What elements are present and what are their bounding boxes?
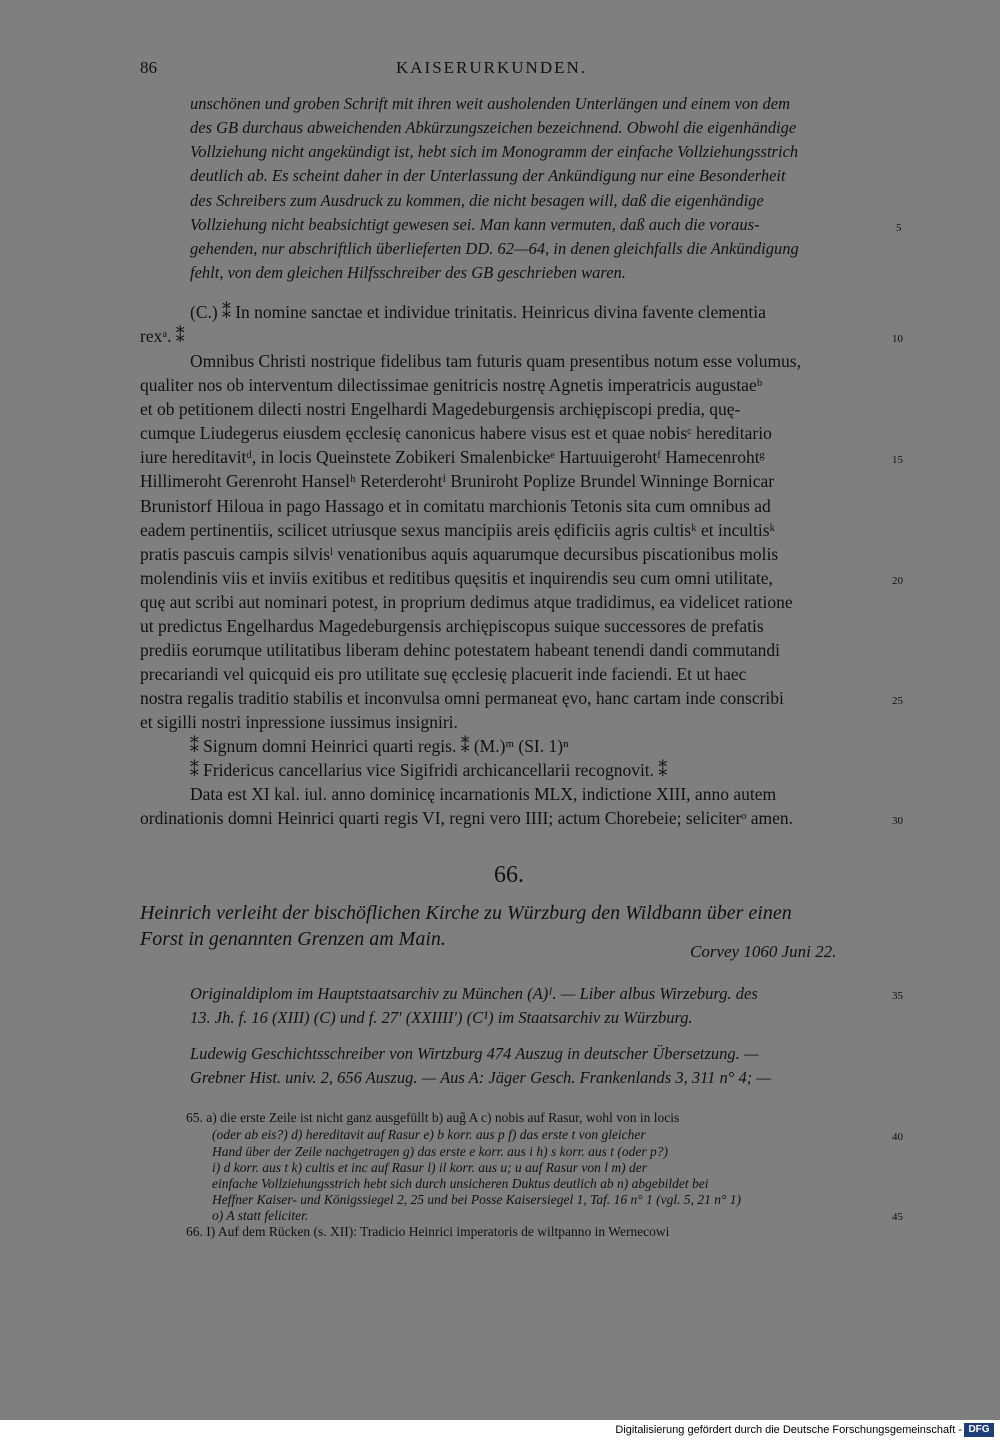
line-number: 40 — [892, 1131, 903, 1143]
charter-line: ut predictus Engelhardus Magedeburgensis archiępiscopus suique successores de prefatis — [140, 616, 764, 636]
line-number: 25 — [892, 695, 903, 707]
document-title: Forst in genannten Grenzen am Main. — [140, 928, 446, 950]
line-number: 30 — [892, 815, 903, 827]
footnote-line: 66. I) Auf dem Rücken (s. XII): Tradicio Heinrici imperatoris de wiltpanno in Wernecowi — [186, 1224, 670, 1239]
source-line: Originaldiplom im Hauptstaatsarchiv zu München (A)ᴵ. — Liber albus Wirzeburg. des — [190, 984, 758, 1003]
charter-line: nostra regalis traditio stabilis et inconvulsa omni permaneat ęvo, hanc cartam inde conscribi — [140, 688, 784, 708]
intro-line: Vollziehung nicht angekündigt ist, hebt sich im Monogramm der einfache Vollziehungsstrich — [190, 142, 799, 161]
literature-line: Ludewig Geschichtsschreiber von Wirtzburg 474 Auszug in deutscher Übersetzung. — — [190, 1044, 759, 1063]
charter-line: iure hereditavitᵈ, in locis Queinstete Zobikeri Smalenbickeᵉ Hartuuigerohtᶠ Hamecenrohtᵍ — [140, 447, 765, 467]
charter-line: eadem pertinentiis, scilicet utriusque sexus mancipiis areis ędificiis agris cultisᵏ et incultisᵏ — [140, 520, 776, 540]
signum-line: ⁑ Signum domni Heinrici quarti regis. ⁑ (M.)ᵐ (SI. 1)ⁿ — [190, 736, 569, 756]
footnote-line: 65. a) die erste Zeile ist nicht ganz ausgefüllt b) aug̃ A c) nobis auf Rasur, wohl von in locis — [186, 1110, 680, 1125]
charter-line: qualiter nos ob interventum dilectissimae genitricis nostrę Agnetis imperatricis augustaeᵇ — [140, 375, 763, 395]
intro-line: deutlich ab. Es scheint daher in der Unterlassung der Ankündigung nur eine Besonderheit — [190, 166, 786, 185]
charter-line: quę aut scribi aut nominari potest, in proprium dedimus atque tradidimus, ea videlicet ratione — [140, 592, 793, 612]
charter-line: Hillimeroht Gerenroht Hanselʰ Reterderohtⁱ Bruniroht Poplize Brundel Winninge Bornicar — [140, 471, 775, 491]
charter-line: cumque Liudegerus eiusdem ęcclesię canonicus habere visus est et quae nobisᶜ hereditario — [140, 423, 772, 443]
dfg-logo: DFG — [964, 1423, 994, 1437]
document-number: 66. — [494, 862, 524, 888]
charter-line: prediis eorumque utilitatibus liberam dehinc potestatem habeant tenendi dandi commutandi — [140, 640, 781, 660]
charter-line: molendinis viis et inviis exitibus et reditibus quęsitis et inquirendis seu cum omni utilitate, — [140, 568, 773, 588]
funding-credit: Digitalisierung gefördert durch die Deutsche Forschungsgemeinschaft - — [615, 1424, 962, 1436]
charter-line: Omnibus Christi nostrique fidelibus tam futuris quam presentibus notum esse volumus, — [190, 351, 801, 371]
intro-line: des GB durchaus abweichenden Abkürzungszeichen bezeichnend. Obwohl die eigenhändige — [190, 118, 797, 137]
footnote-line: i) d korr. aus t k) cultis et inc auf Rasur l) il korr. aus u; u auf Rasur von l m) der — [212, 1160, 647, 1175]
place-date: Corvey 1060 Juni 22. — [690, 942, 837, 961]
intro-line: fehlt, von dem gleichen Hilfsschreiber des GB geschrieben waren. — [190, 263, 626, 282]
charter-line: et sigilli nostri inpressione iussimus insigniri. — [140, 712, 458, 732]
literature-line: Grebner Hist. univ. 2, 656 Auszug. — Aus A: Jäger Gesch. Frankenlands 3, 311 n° 4; — — [190, 1068, 771, 1087]
dating-line: ordinationis domni Heinrici quarti regis VI, regni vero IIII; actum Chorebeie; seliciterᵒ amen. — [140, 808, 793, 828]
line-number: 5 — [896, 222, 902, 234]
charter-line: (C.) ⁑ In nomine sanctae et individue trinitatis. Heinricus divina favente clementia — [190, 302, 766, 322]
line-number: 10 — [892, 333, 903, 345]
source-line: 13. Jh. f. 16 (XIII) (C) und f. 27′ (XXIIII′) (C¹) im Staatsarchiv zu Würzburg. — [190, 1008, 693, 1027]
footnote-line: o) A statt feliciter. — [212, 1208, 309, 1223]
intro-line: Vollziehung nicht beabsichtigt gewesen sei. Man kann vermuten, daß auch die voraus- — [190, 215, 760, 234]
charter-line: rexᵃ. ⁑ — [140, 326, 185, 346]
document-title: Heinrich verleiht der bischöflichen Kirche zu Würzburg den Wildbann über einen — [140, 902, 792, 924]
intro-line: des Schreibers zum Ausdruck zu kommen, die nicht besagen will, daß die eigenhändige — [190, 191, 764, 210]
charter-line: et ob petitionem dilecti nostri Engelhardi Magedeburgensis archiępiscopi predia, quę- — [140, 399, 741, 419]
line-number: 20 — [892, 575, 903, 587]
intro-line: unschönen und groben Schrift mit ihren weit ausholenden Unterlängen und einem von dem — [190, 94, 791, 113]
line-number: 45 — [892, 1211, 903, 1223]
footnote-line: Heffner Kaiser- und Königssiegel 2, 25 und bei Posse Kaisersiegel 1, Taf. 16 n° 1 (vgl. 5, 21 n° 1) — [212, 1192, 741, 1207]
footnote-line: einfache Vollziehungsstrich hebt sich durch unsicheren Duktus deutlich ab n) abgebildet bei — [212, 1176, 709, 1191]
line-number: 35 — [892, 990, 903, 1002]
footnote-line: Hand über der Zeile nachgetragen g) das erste e korr. aus i h) s korr. aus t (oder p?) — [212, 1144, 668, 1159]
running-title: KAISERURKUNDEN. — [396, 58, 588, 77]
dating-line: Data est XI kal. iul. anno dominicę incarnationis MLX, indictione XIII, anno autem — [190, 784, 777, 804]
charter-line: precariandi vel quicquid eis pro utilitate suę ęcclesię placuerit inde faciendi. Et ut haec — [140, 664, 747, 684]
page-number: 86 — [140, 58, 157, 77]
line-number: 15 — [892, 454, 903, 466]
intro-line: gehenden, nur abschriftlich überlieferten DD. 62—64, in denen gleichfalls die Ankündigung — [190, 239, 799, 258]
charter-line: Brunistorf Hiloua in pago Hassago et in comitatu marchionis Tetonis sita cum omnibus ad — [140, 496, 771, 516]
footnote-line: (oder ab eis?) d) hereditavit auf Rasur e) b korr. aus p f) das erste t von gleicher — [212, 1127, 646, 1142]
recognition-line: ⁑ Fridericus cancellarius vice Sigifridi archicancellarii recognovit. ⁑ — [190, 760, 668, 780]
charter-line: pratis pascuis campis silvisˡ venationibus aquis aquarumque decursibus piscationibus molis — [140, 544, 779, 564]
